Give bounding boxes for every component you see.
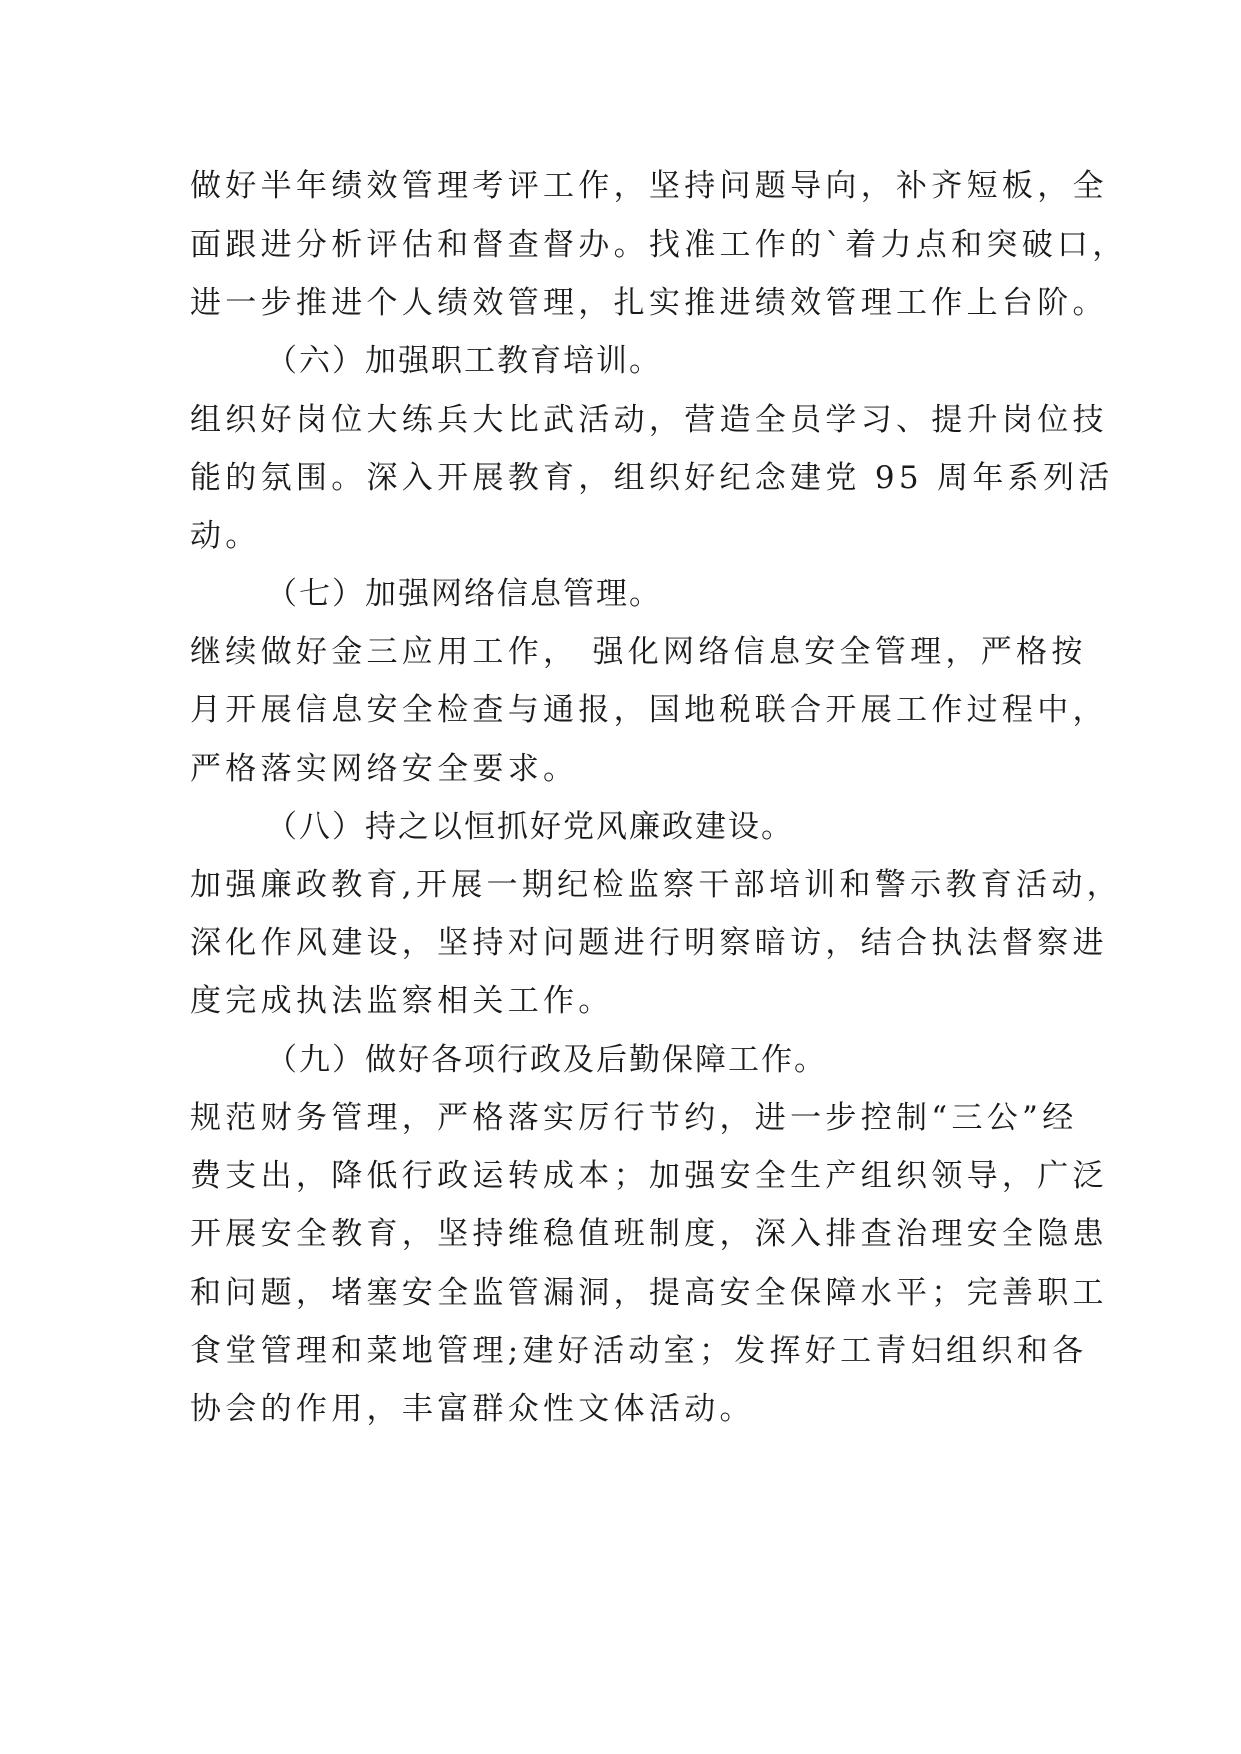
paragraph-line: 度完成执法监察相关工作。 bbox=[190, 983, 614, 1019]
paragraph-line: 月开展信息安全检查与通报，国地税联合开展工作过程中， bbox=[190, 692, 1108, 728]
paragraph-line: 食堂管理和菜地管理;建好活动室；发挥好工青妇组织和各 bbox=[190, 1333, 1088, 1369]
paragraph-line: 严格落实网络安全要求。 bbox=[190, 751, 579, 787]
paragraph-line: 进一步推进个人绩效管理，扎实推进绩效管理工作上台阶。 bbox=[190, 285, 1108, 321]
paragraph-line: 继续做好金三应用工作， 强化网络信息安全管理，严格按 bbox=[190, 634, 1087, 670]
paragraph-line: 协会的作用，丰富群众性文体活动。 bbox=[190, 1391, 755, 1427]
paragraph-line: 动。 bbox=[190, 518, 261, 554]
paragraph-line: 加强廉政教育,开展一期纪检监察干部培训和警示教育活动， bbox=[190, 867, 1122, 903]
section-heading-9: （九）做好各项行政及后勤保障工作。 bbox=[266, 1042, 827, 1078]
paragraph-line: 能的氛围。深入开展教育，组织好纪念建党 95 周年系列活 bbox=[190, 460, 1114, 496]
paragraph-line: 做好半年绩效管理考评工作，坚持问题导向，补齐短板，全 bbox=[190, 168, 1108, 204]
paragraph-line: 面跟进分析评估和督查督办。找准工作的`着力点和突破口， bbox=[190, 227, 1128, 263]
section-heading-7: （七）加强网络信息管理。 bbox=[266, 576, 662, 612]
paragraph-line: 和问题，堵塞安全监管漏洞，提高安全保障水平；完善职工 bbox=[190, 1275, 1108, 1311]
paragraph-line: 深化作风建设，坚持对问题进行明察暗访，结合执法督察进 bbox=[190, 925, 1108, 961]
paragraph-line: 费支出，降低行政运转成本；加强安全生产组织领导，广泛 bbox=[190, 1158, 1108, 1194]
paragraph-line: 规范财务管理，严格落实厉行节约，进一步控制“三公”经 bbox=[190, 1100, 1078, 1136]
paragraph-line: 开展安全教育，坚持维稳值班制度，深入排查治理安全隐患 bbox=[190, 1216, 1108, 1252]
section-heading-6: （六）加强职工教育培训。 bbox=[266, 343, 662, 379]
paragraph-line: 组织好岗位大练兵大比武活动，营造全员学习、提升岗位技 bbox=[190, 402, 1108, 438]
section-heading-8: （八）持之以恒抓好党风廉政建设。 bbox=[266, 809, 794, 845]
